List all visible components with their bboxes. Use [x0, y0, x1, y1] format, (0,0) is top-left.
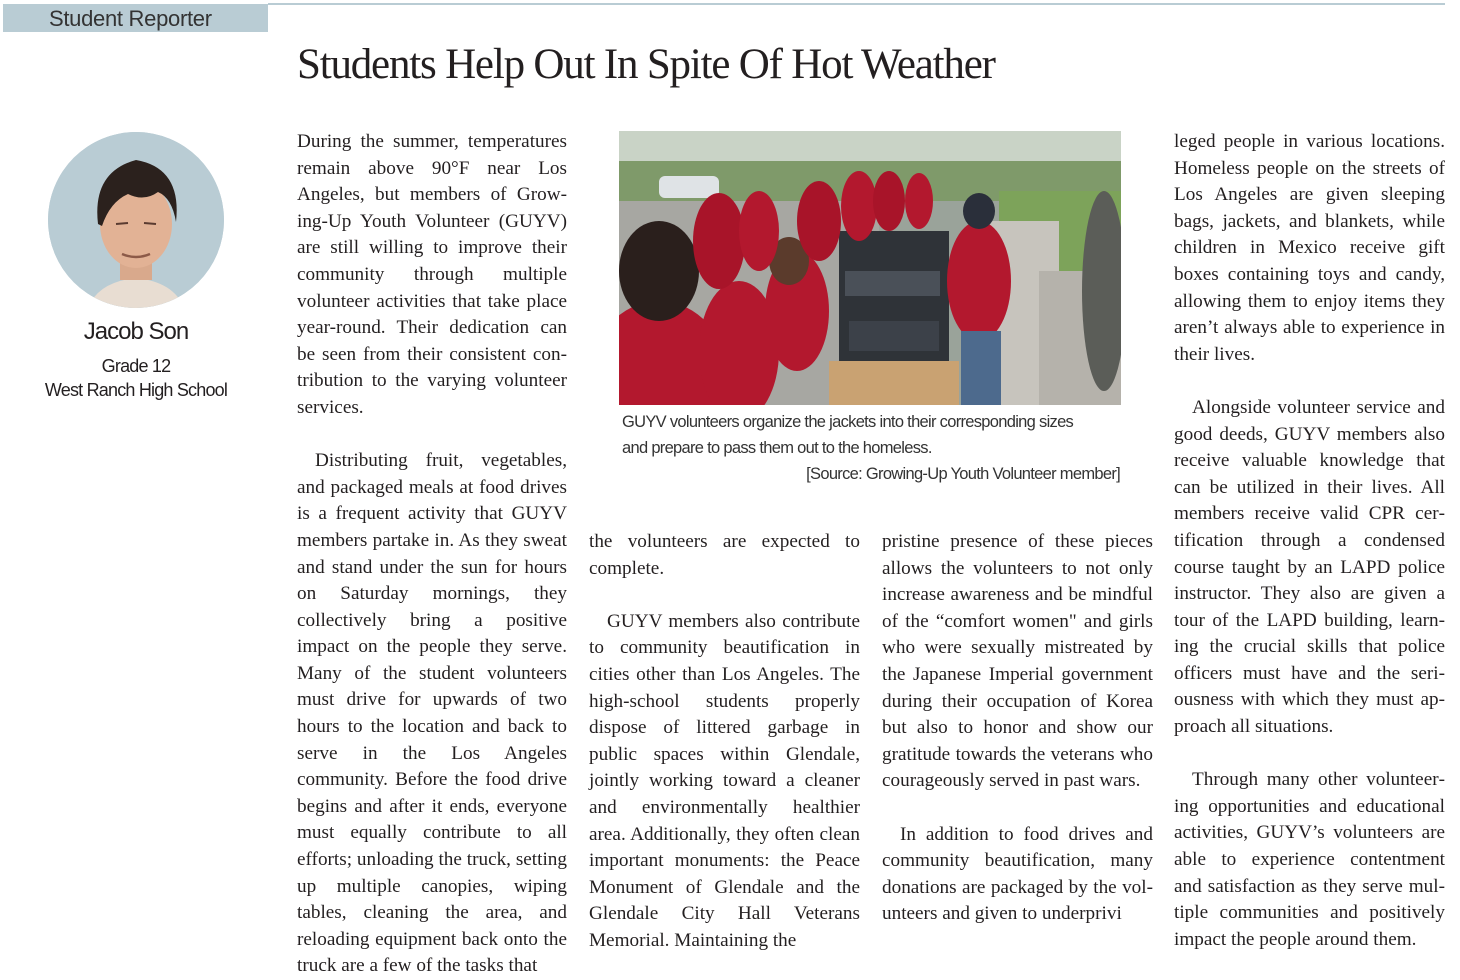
article-column-3	[882, 529, 1153, 928]
photo-caption	[622, 409, 1122, 487]
article-paragraph: Alongside volunteer service and good deeds, GUYV members also receive valuable knowledge that can be utilized in their lives. All members receive valid CPR certification through a condensed course taught by an LAPD police instructor. They also are given a tour of the LAPD building, learning the crucial skills that police officers must have and the seriousness with which they must approach all situations.	[1174, 396, 1445, 738]
article-paragraph: During the summer, temperatures remain above 90°F near Los Angeles, but members of Growing-Up Youth Volunteer (GUYV) are still willing to improve their community through multiple volunteer activities that take place year-round. Their dedication can be seen from their consistent contribution to the varying volunteer services.	[297, 131, 567, 418]
volunteers-photo-image	[619, 131, 1121, 405]
section-tag	[3, 4, 268, 32]
section-tag-label: Student Reporter	[49, 6, 212, 31]
article-paragraph: Through many other volunteering opportunities and educational activities, GUYV’s volunteers are able to experience contentment and satisfaction as they serve multiple communities and positively impact the people around them.	[1174, 769, 1445, 950]
photo-source: [Source: Growing-Up Youth Volunteer member]	[806, 465, 1120, 483]
article-column-1	[297, 129, 567, 980]
caption-line-1: GUYV volunteers organize the jackets into their corresponding sizes	[622, 413, 1074, 431]
article-paragraph: In addition to food drives and community beautification, many donations are packaged by the volunteers and given to underprivi	[882, 823, 1153, 925]
author-grade: Grade 12	[101, 356, 171, 376]
article-paragraph: the volunteers are expected to complete.	[589, 531, 860, 579]
author-school: West Ranch High School	[44, 380, 228, 400]
article-paragraph: Distributing fruit, vegetables, and packaged meals at food drives is a frequent activity that GUYV members partake in. As they sweat and stand under the sun for hours on Saturday mornings, they collectively bring a positive impact on the people they serve. Many of the student volunteers must drive for upwards of two hours to the location and back to serve in the Los Angeles community. Before the food drive begins and after it ends, everyone must equally contribute to all efforts; unloading the truck, setting up multiple canopies, wiping tables, cleaning the area, and reloading equipment back onto the truck are a few of the tasks that	[297, 450, 567, 977]
header-rule	[268, 3, 1445, 5]
article-paragraph: pristine presence of these pieces allows the volunteers to not only increase awareness and be mindful of the “comfort women" and girls who were sexually mistreated by the Japanese Imperial government during their occupation of Korea but also to honor and show our gratitude towards the veterans who courageously served in past wars.	[882, 531, 1153, 792]
article-photo	[619, 131, 1121, 405]
author-portrait-image	[48, 132, 224, 308]
author-avatar	[48, 132, 224, 308]
headline: Students Help Out In Spite Of Hot Weather	[297, 41, 995, 88]
article-paragraph: leged people in various locations. Homeless people on the streets of Los Angeles are given sleeping bags, jackets, and blankets, while children in Mexico receive gift boxes containing toys and candy, allowing them to enjoy items they aren’t always able to experience in their lives.	[1174, 131, 1445, 365]
caption-line-2: and prepare to pass them out to the homeless.	[622, 439, 932, 457]
article-column-2	[589, 529, 860, 955]
author-name: Jacob Son	[83, 318, 189, 345]
article-paragraph: GUYV members also contribute to community beautification in cities other than Los Angeles. The high-school students properly dispose of littered garbage in public spaces within Glendale, jointly working toward a cleaner and environmentally healthier area. Additionally, they often clean important monuments: the Peace Monument of Glendale and the Glendale City Hall Veterans Memorial. Maintaining the	[589, 610, 860, 951]
article-column-4	[1174, 129, 1445, 953]
